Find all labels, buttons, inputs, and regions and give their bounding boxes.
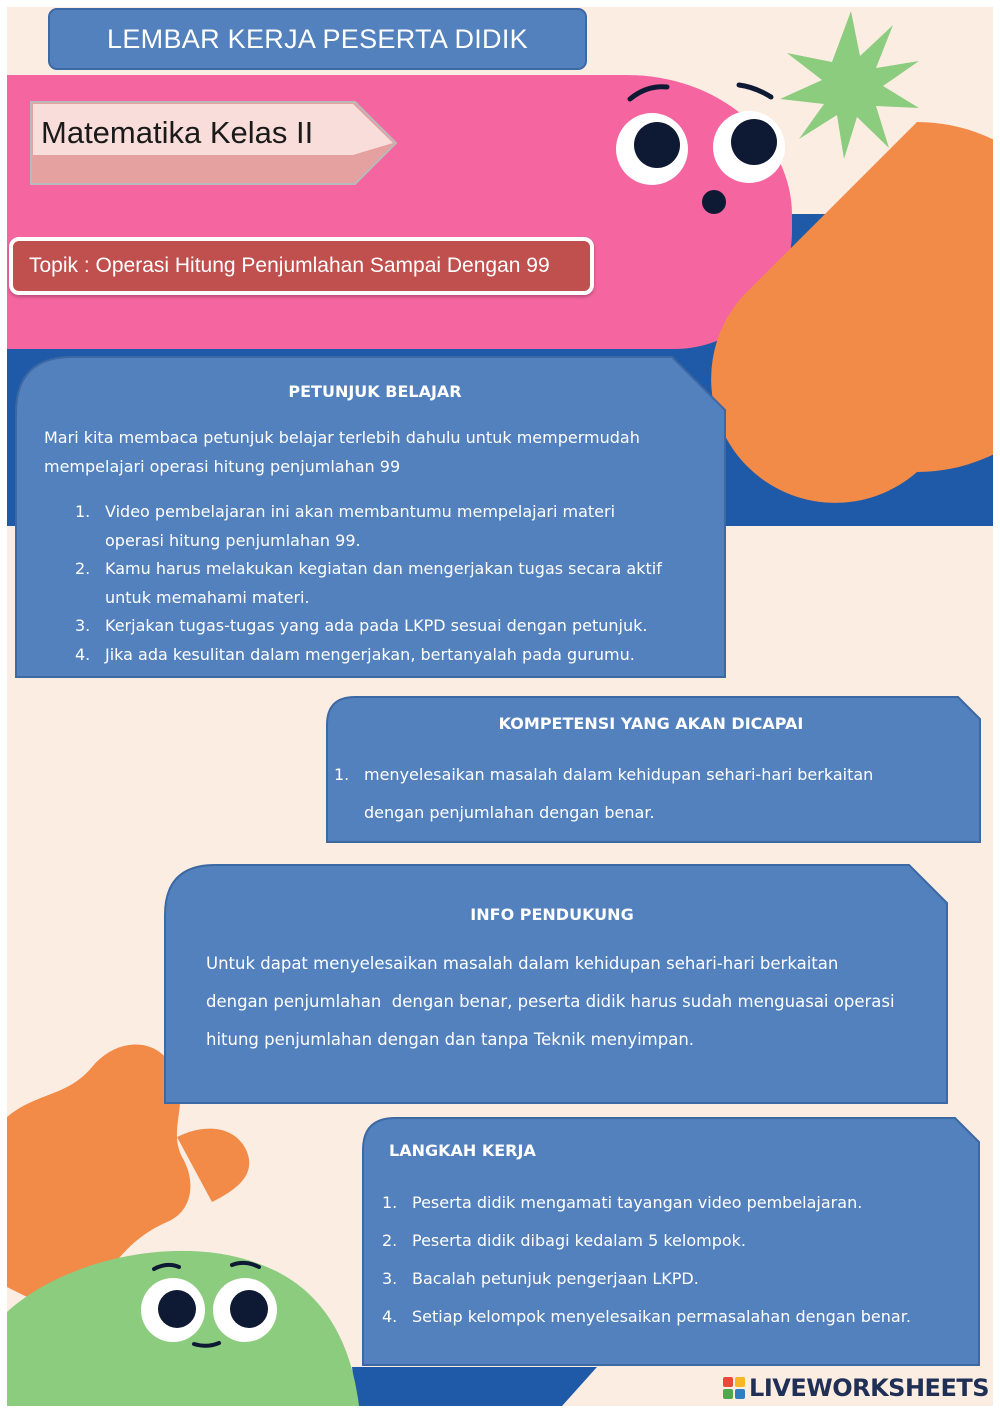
right-eye-pupil [731,119,777,165]
list-number: 4. [382,1307,398,1326]
kompetensi-list [304,756,954,832]
worksheet-title: LEMBAR KERJA PESERTA DIDIK [48,8,587,70]
list-text: menyelesaikan masalah dalam kehidupan sehari-hari berkaitan [364,765,874,784]
petunjuk-list [45,498,685,669]
list-item [352,1184,972,1222]
list-item [352,1260,972,1298]
list-item [352,1298,972,1336]
petunjuk-intro-line: mempelajari operasi hitung penjumlahan 99 [44,457,401,476]
info-line: hitung penjumlahan dengan dan tanpa Teknik menyimpan. [206,1030,695,1049]
worksheet-page [7,7,993,1406]
list-text: Jika ada kesulitan dalam mengerjakan, bertanyalah pada gurumu. [105,644,635,664]
list-item [45,555,685,612]
subject-label: Matematika Kelas II [41,115,314,150]
list-item [45,641,685,670]
list-item [45,498,685,555]
green-right-eye-pupil [230,1290,268,1328]
green-star-shape [780,11,919,159]
list-text: Setiap kelompok menyelesaikan permasalahan dengan benar. [412,1307,911,1326]
list-number: 4. [75,644,91,664]
list-text: Peserta didik dibagi kedalam 5 kelompok. [412,1231,746,1250]
list-number: 1. [382,1193,398,1212]
list-number: 2. [75,559,91,578]
list-number: 1. [334,765,350,784]
info-line: dengan penjumlahan dengan benar, peserta didik harus sudah menguasai operasi [206,992,895,1011]
right-eyebrow [739,85,771,97]
list-text: Peserta didik mengamati tayangan video pembelajaran. [412,1193,863,1212]
green-left-eye-pupil [158,1290,196,1328]
list-number: 2. [382,1231,398,1250]
list-number: 1. [75,502,91,521]
mouth-shape [702,190,726,214]
list-text: Bacalah petunjuk pengerjaan LKPD. [412,1269,699,1288]
list-text: untuk memahami materi. [105,587,310,607]
info-line: Untuk dapat menyelesaikan masalah dalam kehidupan sehari-hari berkaitan [206,954,839,973]
list-text: Video pembelajaran ini akan membantumu mempelajari materi [105,502,616,521]
list-number: 3. [382,1269,398,1288]
liveworksheets-logo[interactable] [723,1373,989,1403]
langkah-heading: LANGKAH KERJA [389,1141,536,1160]
petunjuk-intro [44,423,694,481]
blue-bottom-shape [352,1367,597,1406]
langkah-list [352,1184,972,1336]
list-number: 3. [75,616,91,635]
list-item [45,612,685,641]
info-heading: INFO PENDUKUNG [470,905,634,924]
list-text: Kerjakan tugas-tugas yang ada pada LKPD sesuai dengan petunjuk. [105,616,648,635]
logo-text: LIVEWORKSHEETS [749,1374,989,1402]
list-text: dengan penjumlahan dengan benar. [364,803,655,822]
topic-banner [9,237,594,295]
topic-text: Topik : Operasi Hitung Penjumlahan Sampai Dengan 99 [29,254,550,277]
list-item [352,1222,972,1260]
list-text: Kamu harus melakukan kegiatan dan mengerjakan tugas secara aktif [105,559,662,578]
list-text: operasi hitung penjumlahan 99. [105,530,361,550]
petunjuk-intro-line: Mari kita membaca petunjuk belajar terlebih dahulu untuk mempermudah [44,428,640,447]
info-paragraph [206,945,926,1059]
left-eye-pupil [634,122,680,168]
petunjuk-heading: PETUNJUK BELAJAR [288,382,462,401]
kompetensi-heading: KOMPETENSI YANG AKAN DICAPAI [498,714,804,733]
list-item [304,756,954,832]
liveworksheets-logo-icon [723,1377,745,1399]
